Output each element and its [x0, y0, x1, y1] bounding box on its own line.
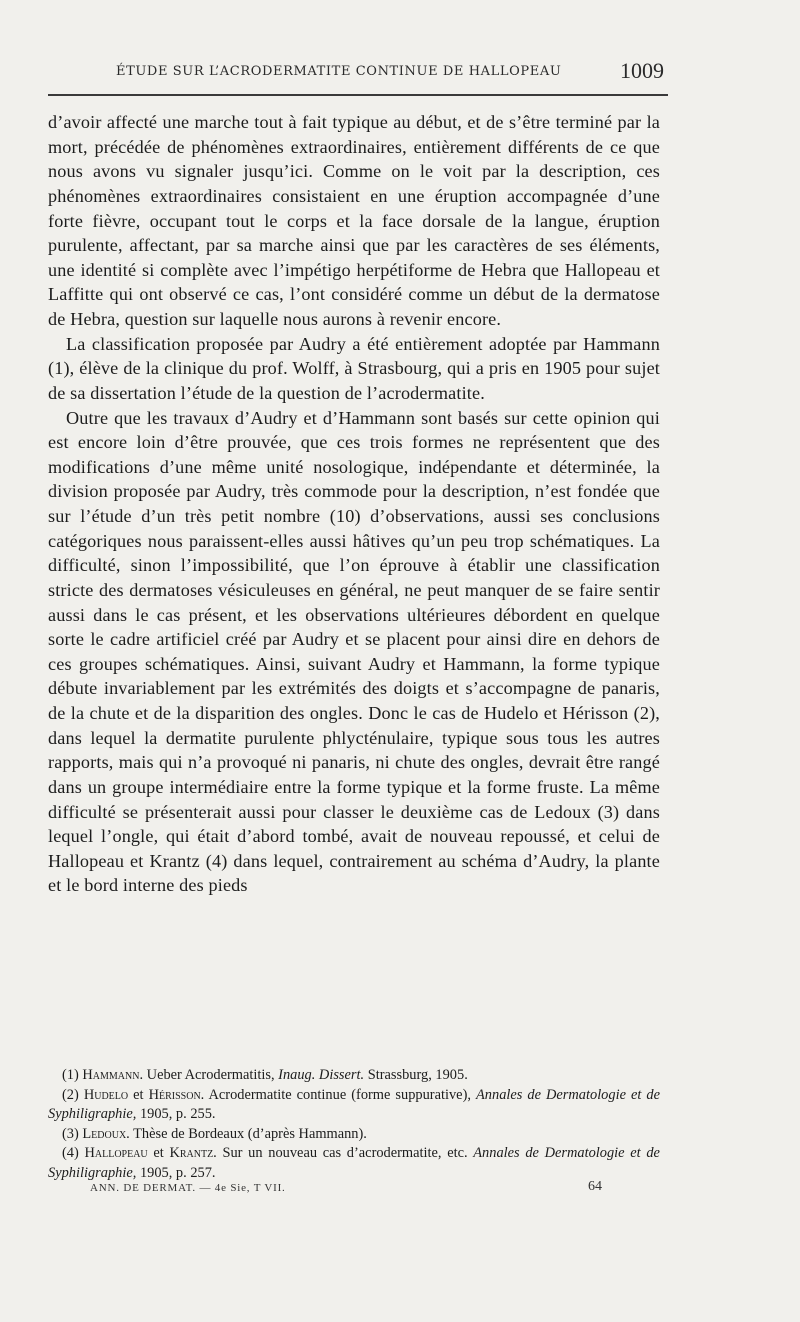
- footnote-author-2: Hérisson.: [148, 1086, 205, 1103]
- footnote-3: [48, 1125, 660, 1145]
- footnotes: [48, 1066, 660, 1184]
- running-title: ÉTUDE SUR L’ACRODERMATITE CONTINUE DE HALLOPEAU: [116, 64, 562, 79]
- footnote-text: Ueber Acrodermatitis,: [146, 1067, 275, 1083]
- footnote-number: (2): [62, 1086, 79, 1103]
- header-rule: [48, 94, 668, 96]
- footnote-tail: 1905, p. 257.: [139, 1164, 216, 1181]
- footnote-author: Hallopeau: [84, 1145, 148, 1162]
- footnote-text: Thèse de Bordeaux (d’après Hammann).: [133, 1125, 367, 1142]
- footnote-source: Annales de Dermatologie et de Syphiligraphie,: [48, 1086, 660, 1123]
- footnote-source: Annales de Dermatologie et de Syphiligraphie,: [48, 1145, 660, 1181]
- footnote-1: [48, 1066, 660, 1086]
- footnote-tail: 1905, p. 255.: [139, 1106, 216, 1123]
- footnote-text: Acrodermatite continue (forme suppurative),: [208, 1086, 471, 1103]
- paragraph-2: La classification proposée par Audry a été entièrement adoptée par Hammann (1), élève de la clinique du prof. Wolff, à Strasbourg, qui a pris en 1905 pour sujet de sa dissertation l’étude de la question de l’acrodermatite.: [48, 333, 660, 403]
- footnote-author: Hudelo: [83, 1086, 129, 1103]
- signature-number: 64: [588, 1179, 602, 1194]
- page-number: 1009: [620, 58, 664, 83]
- footnote-number: (1): [62, 1067, 79, 1083]
- footnote-author-2: Krantz.: [169, 1145, 217, 1162]
- footnote-source: Inaug. Dissert.: [278, 1067, 365, 1083]
- footnote-author: Ledoux.: [82, 1125, 130, 1142]
- paragraph-3: Outre que les travaux d’Audry et d’Hammann sont basés sur cette opinion qui est encore loin d’être prouvée, que ces trois formes ne représentent que des modifications d’une même unité nosologique, indépendante et déterminée, la division proposée par Audry, très commode pour la description, n’est fondée que sur l’étude d’un très petit nombre (10) d’observations, aussi ses conclusions catégoriques nous paraissent-elles aussi hâtives qu’un peu trop schématiques. La difficulté, sinon l’impossibilité, que l’on éprouve à établir une classification stricte des dermatoses vésiculeuses en général, ne peut manquer de se faire sentir aussi dans le cas présent, et les observations ultérieures débordent en quelque sorte le cadre artificiel créé par Audry et se placent pour ainsi dire en dehors de ces groupes schématiques. Ainsi, suivant Audry et Hammann, la forme typique débute invariablement par les extrémités des doigts et s’accompagne de panaris, de la chute et de la disparition des ongles. Donc le cas de Hudelo et Hérisson (2), dans lequel la dermatite purulente phlycténulaire, typique sous tous les autres rapports, mais qui n’a provoqué ni panaris, ni chute des ongles, devrait être rangé dans un groupe intermédiaire entre la forme typique et la forme fruste. La même difficulté se présenterait aussi pour classer le deuxième cas de Ledoux (3) dans lequel l’ongle, qui était d’abord tombé, avait de nouveau repoussé, et celui de Hallopeau et Krantz (4) dans lequel, contrairement au schéma d’Audry, la plante et le bord interne des pieds: [48, 407, 660, 896]
- footnote-text: Sur un nouveau cas d’acrodermatite, etc.: [222, 1145, 468, 1162]
- signature-journal: ANN. DE DERMAT. — 4e Sie, T VII.: [90, 1182, 286, 1194]
- footnote-conjunction: et: [133, 1086, 144, 1103]
- footnote-2: [48, 1086, 660, 1125]
- footnote-number: (4): [62, 1145, 79, 1162]
- footnote-number: (3): [62, 1125, 79, 1142]
- paragraph-1: d’avoir affecté une marche tout à fait typique au début, et de s’être terminé par la mort, précédée de phénomènes extraordinaires, entièrement différents de ce que nous avons vu signaler jusqu’ici. Comme on le voit par la description, ces phénomènes extraordinaires consistaient en une éruption accompagnée d’une forte fièvre, occupant tout le corps et la face dorsale de la langue, éruption purulente, affectant, par sa marche ainsi que par les caractères de ses éléments, une identité si complète avec l’impétigo herpétiforme de Hebra que Hallopeau et Laffitte qui ont observé ce cas, l’ont considéré comme un début de la dermatose de Hebra, question sur laquelle nous aurons à revenir encore.: [48, 112, 660, 329]
- main-text: [48, 110, 660, 898]
- footnote-author: Hammann.: [82, 1067, 144, 1083]
- footnote-4: [48, 1144, 660, 1183]
- footnote-conjunction: et: [153, 1145, 164, 1162]
- footnote-tail: Strassburg, 1905.: [367, 1067, 468, 1083]
